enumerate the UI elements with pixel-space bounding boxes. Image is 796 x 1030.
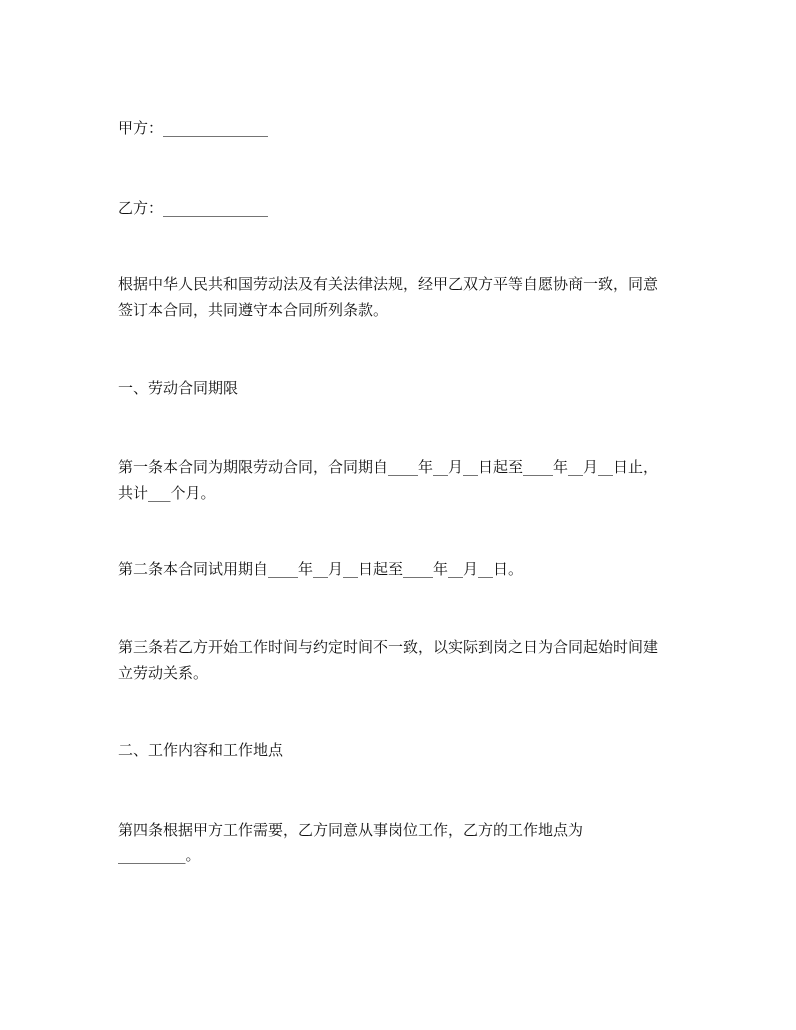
section-2-title: 二、工作内容和工作地点	[118, 741, 284, 759]
article-1-line-1: 第一条本合同为期限劳动合同，合同期自____年__月__日起至____年__月__日止，	[118, 458, 659, 476]
article-4-line-1: 第四条根据甲方工作需要，乙方同意从事岗位工作，乙方的工作地点为	[118, 821, 584, 839]
article-2: 第二条本合同试用期自____年__月__日起至____年__月__日。	[118, 560, 524, 578]
party-b-line: 乙方：______________	[118, 199, 269, 217]
intro-line-2: 签订本合同，共同遵守本合同所列条款。	[118, 301, 389, 319]
section-1-title: 一、劳动合同期限	[118, 379, 239, 397]
article-3-line-1: 第三条若乙方开始工作时间与约定时间不一致，以实际到岗之日为合同起始时间建	[118, 638, 659, 656]
party-a-line: 甲方：______________	[118, 119, 269, 137]
article-1-line-2: 共计___个月。	[118, 484, 216, 502]
intro-line-1: 根据中华人民共和国劳动法及有关法律法规，经甲乙双方平等自愿协商一致，同意	[118, 275, 659, 293]
article-4-line-2: _________。	[118, 846, 201, 864]
article-3-line-2: 立劳动关系。	[118, 664, 209, 682]
